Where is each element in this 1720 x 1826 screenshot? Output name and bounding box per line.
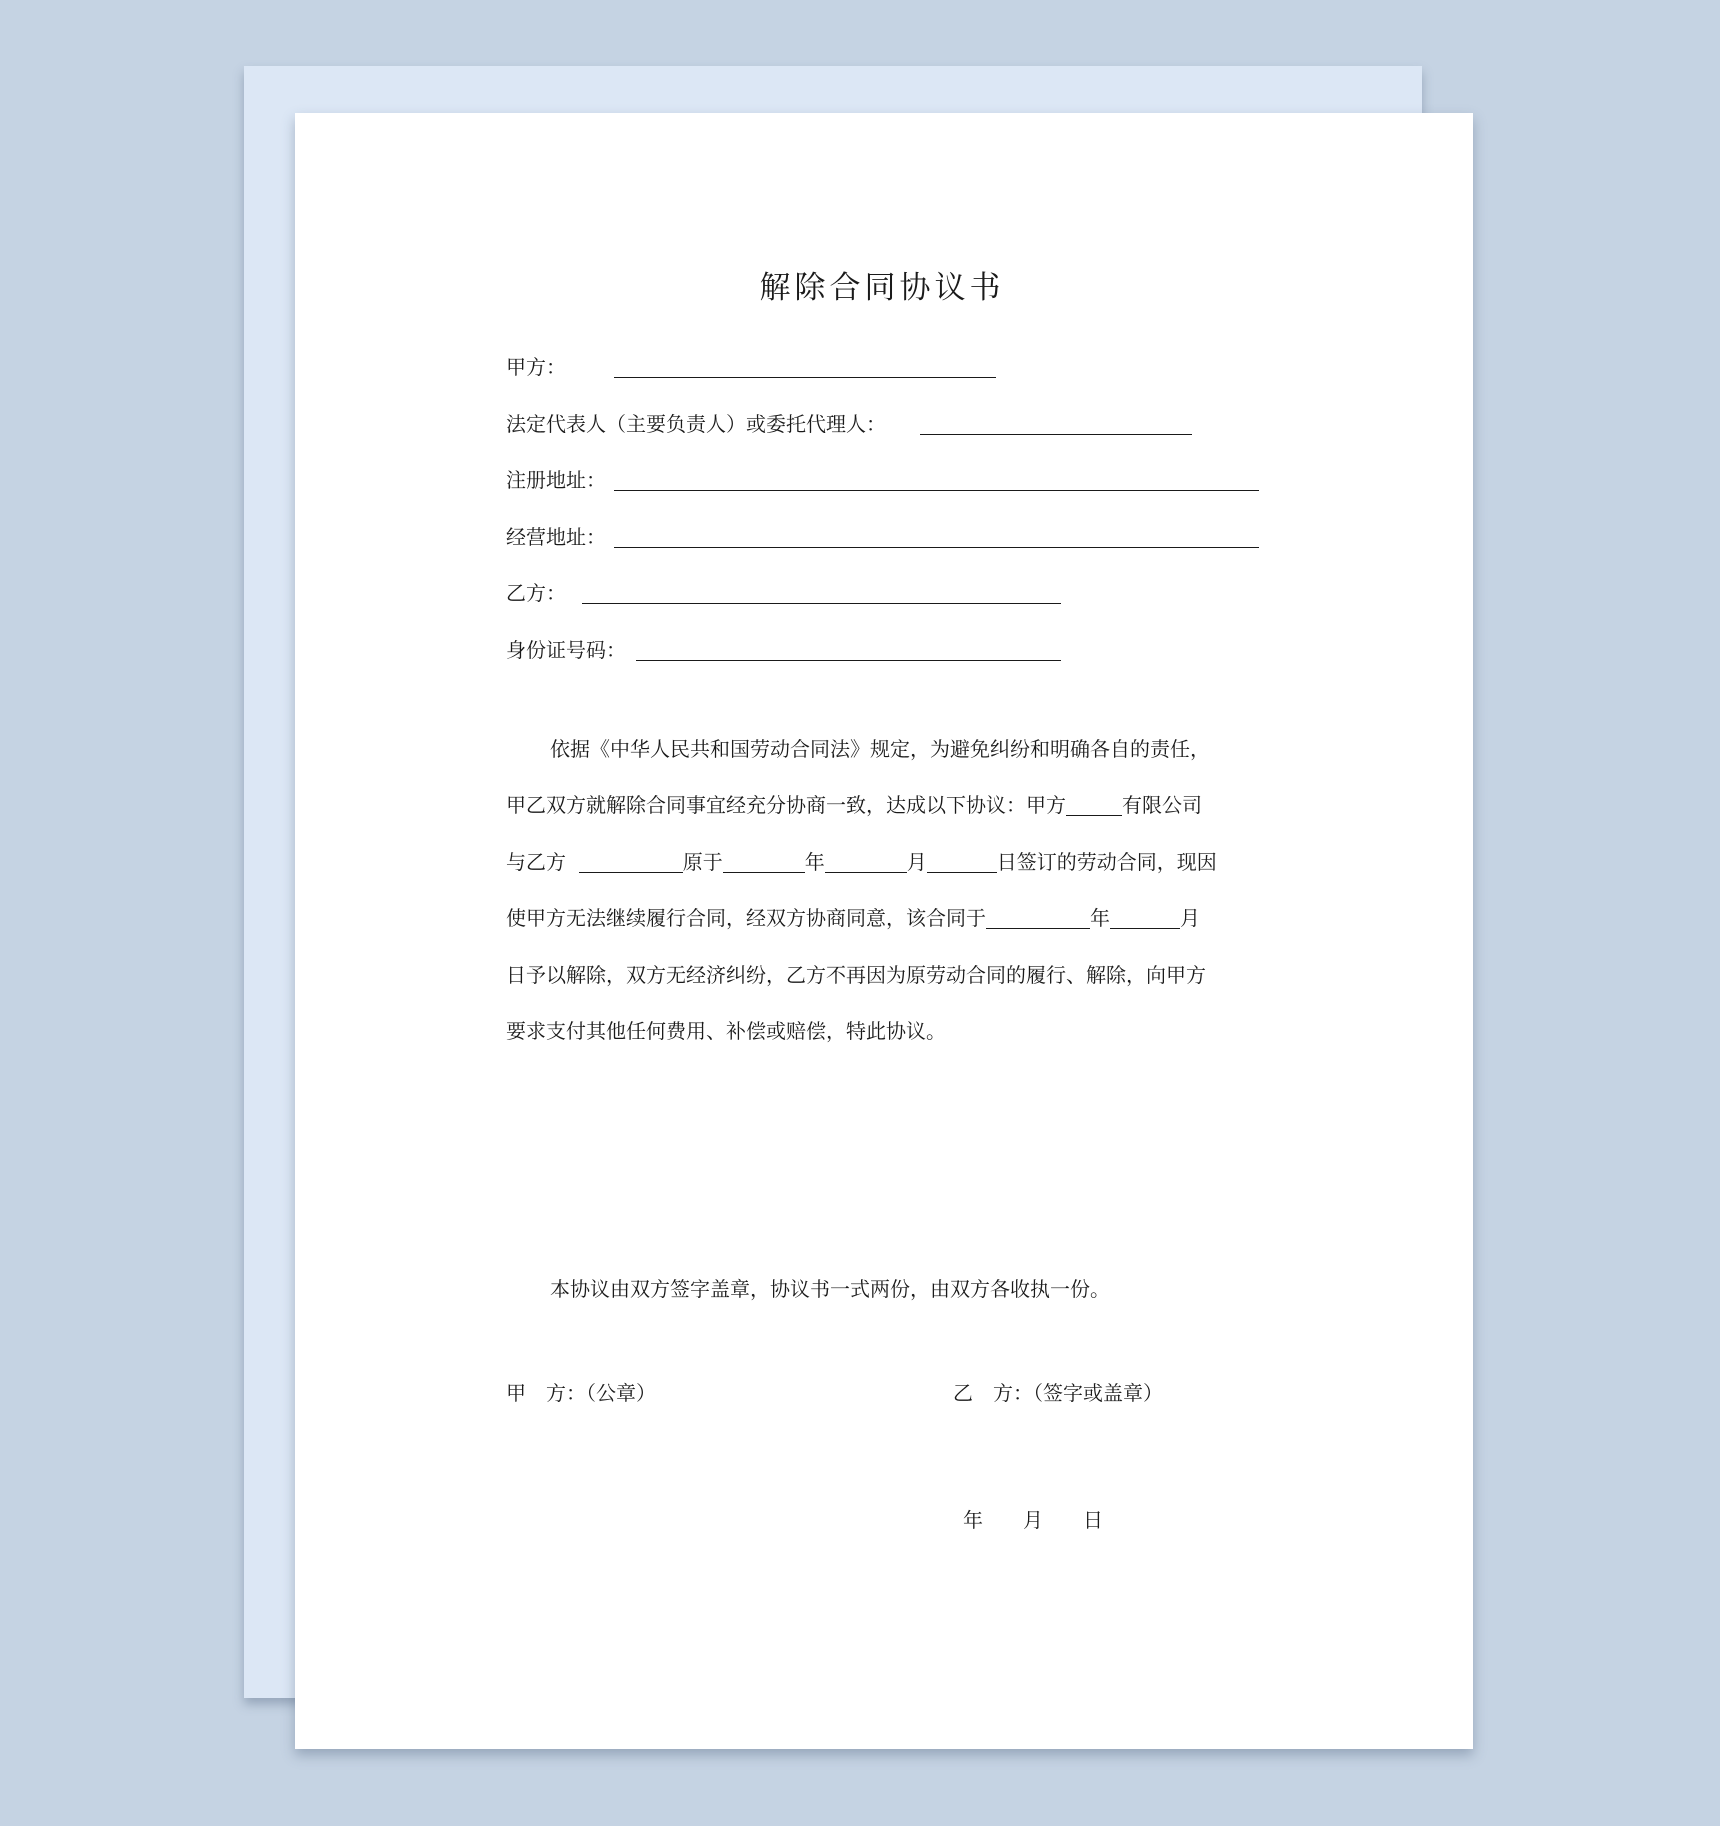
body-line-1 [506,732,1258,766]
party-b-signature: 乙 方：（签字或盖章） [953,1381,1163,1405]
company-name-blank[interactable] [1066,793,1122,816]
signature-date: 年 月 日 [963,1508,1103,1532]
body-line-1-text: 依据《中华人民共和国劳动合同法》规定，为避免纠纷和明确各自的责任， [550,737,1210,761]
body-line-2 [506,788,1258,822]
body-line-3-text-d: 月 [906,850,927,874]
body-line-5 [506,958,1258,992]
body-line-4-text-b: 年 [1090,906,1110,930]
body-line-4-text-a: 使甲方无法继续履行合同，经双方协商同意，该合同于 [506,906,986,930]
party-b-label: 乙方： [506,581,566,605]
body-line-2-text-b: 有限公司 [1122,793,1202,817]
body-line-3 [506,845,1258,879]
body-line-3-text-a: 与乙方 [506,850,566,874]
sign-year-blank[interactable] [723,850,805,873]
closing-text: 本协议由双方签字盖章，协议书一式两份，由双方各收执一份。 [550,1277,1110,1301]
body-line-2-text-a: 甲乙双方就解除合同事宜经充分协商一致，达成以下协议：甲方 [506,793,1066,817]
body-line-3-text-b: 原于 [682,850,723,874]
body-line-3-text-e: 日签订的劳动合同，现因 [996,850,1217,874]
document-title: 解除合同协议书 [759,270,1005,306]
party-b-line[interactable] [582,603,1061,604]
body-line-6 [506,1014,1258,1048]
body-line-3-text-c: 年 [804,850,825,874]
legal-rep-line[interactable] [920,434,1192,435]
party-a-line[interactable] [614,377,996,378]
sign-day-blank[interactable] [927,850,997,873]
terminate-year-blank[interactable] [986,906,1090,929]
reg-address-label: 注册地址： [506,468,606,492]
id-number-label: 身份证号码： [506,638,626,662]
sign-month-blank[interactable] [825,850,907,873]
reg-address-line[interactable] [614,490,1259,491]
body-line-6-text: 要求支付其他任何费用、补偿或赔偿，特此协议。 [506,1019,946,1043]
party-b-name-blank[interactable] [579,850,683,873]
body-line-4-text-c: 月 [1180,906,1200,930]
party-a-label: 甲方： [506,355,566,379]
biz-address-line[interactable] [614,547,1259,548]
closing-statement [506,1272,1258,1306]
terminate-month-blank[interactable] [1110,906,1180,929]
body-line-5-text: 日予以解除，双方无经济纠纷，乙方不再因为原劳动合同的履行、解除，向甲方 [506,963,1206,987]
party-a-signature: 甲 方：（公章） [506,1381,656,1405]
id-number-line[interactable] [636,660,1061,661]
biz-address-label: 经营地址： [506,525,606,549]
legal-rep-label: 法定代表人（主要负责人）或委托代理人： [506,412,886,436]
body-line-4 [506,901,1258,935]
